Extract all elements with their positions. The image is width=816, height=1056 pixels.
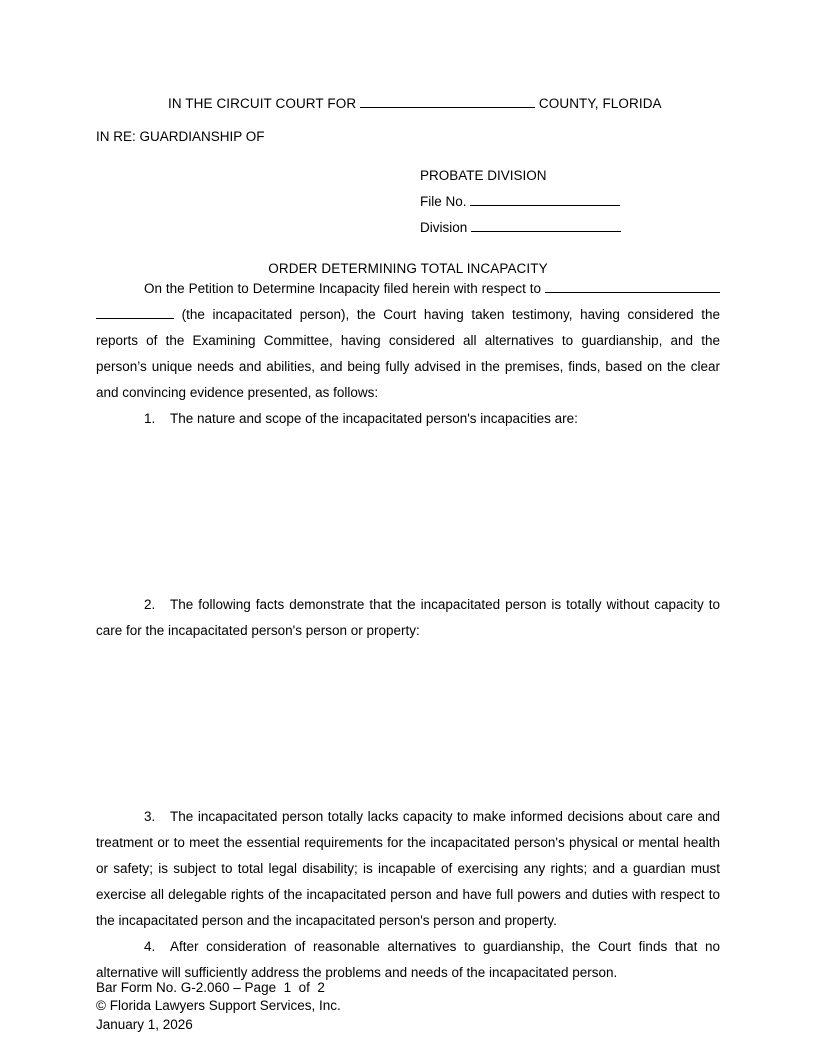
item-4-text: After consideration of reasonable alternatives to guardianship, the Court finds that no alternative will sufficiently address the problems and needs of the incapacitated person. (96, 939, 720, 980)
page-footer (96, 979, 341, 1035)
footer-form-line: Bar Form No. G-2.060 – Page 1 of 2 (96, 979, 325, 995)
division-line (420, 220, 720, 235)
footer-date-line: January 1, 2026 (96, 1016, 193, 1032)
file-no-blank (470, 205, 620, 206)
person-name-blank-1 (545, 292, 720, 293)
document-title: ORDER DETERMINING TOTAL INCAPACITY (268, 261, 548, 276)
probate-division-heading: PROBATE DIVISION (420, 168, 547, 183)
item-3 (96, 804, 720, 934)
court-heading-prefix: IN THE CIRCUIT COURT FOR (168, 96, 357, 111)
file-no-label: File No. (420, 194, 467, 209)
item-2-answer-space (96, 644, 720, 804)
person-name-blank-2 (96, 318, 174, 319)
item-3-text: The incapacitated person totally lacks capacity to make informed decisions about care and treatment or to meet the essential requirements for the incapacitated person's physical or mental health or safety; is subject to total legal disability; is incapable of exercising any rights; and a guardian must exercise all delegable rights of the incapacitated person and have full powers and duties with respect to the incapacitated person and the incapacitated person's person and property. (96, 809, 720, 928)
in-re-line: IN RE: GUARDIANSHIP OF (96, 129, 265, 144)
footer-copyright-line: © Florida Lawyers Support Services, Inc. (96, 998, 341, 1013)
division-blank (471, 231, 621, 232)
item-2-text: The following facts demonstrate that the incapacitated person is totally without capacity to care for the incapacitated person's person or property: (96, 597, 720, 638)
county-blank (360, 107, 535, 108)
item-4-number: 4. (144, 939, 156, 954)
item-3-number: 3. (144, 809, 156, 824)
item-1-text: The nature and scope of the incapacitated person's incapacities are: (170, 411, 578, 426)
court-heading (96, 96, 720, 111)
probate-block (96, 168, 720, 235)
item-1-number: 1. (144, 411, 156, 426)
file-no-line (420, 194, 720, 209)
division-label: Division (420, 220, 468, 235)
court-heading-suffix: COUNTY, FLORIDA (538, 96, 662, 111)
intro-lead: On the Petition to Determine Incapacity filed herein with respect to (144, 281, 542, 296)
item-2 (96, 592, 720, 644)
item-1 (96, 406, 720, 432)
item-1-answer-space (96, 432, 720, 592)
intro-paragraph (96, 276, 720, 406)
item-2-number: 2. (144, 597, 156, 612)
intro-continuation: (the incapacitated person), the Court having taken testimony, having considered the reports of the Examining Committee, having considered all alternatives to guardianship, and the person’s unique needs and abilities, and being fully advised in the premises, finds, based on the clear and convincing evidence presented, as follows: (96, 307, 720, 400)
